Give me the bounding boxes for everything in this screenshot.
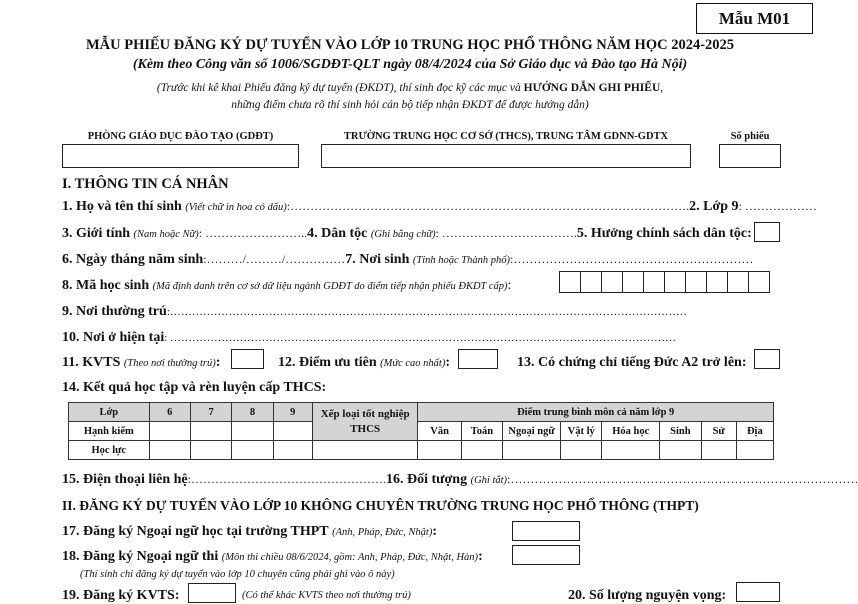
field-20-input[interactable] [736,582,780,602]
id-digit-box[interactable] [706,271,728,293]
field-12-colon: : [445,355,451,370]
field-18-label: 18. Đăng ký Ngoại ngữ thi [62,549,219,564]
id-digit-box[interactable] [748,271,770,293]
table-cell[interactable] [149,422,190,441]
section-2-heading: II. ĐĂNG KÝ DỰ TUYỂN VÀO LỚP 10 KHÔNG CHUYÊN TRƯỜNG TRUNG HỌC PHỔ THÔNG (THPT) [62,498,699,513]
instruction-line-2: những điểm chưa rõ thí sinh hỏi cán bộ tiếp nhận ĐKDT để được hướng dẫn) [231,99,589,111]
field-19-note: (Có thể khác KVTS theo nơi thường trú) [242,590,411,601]
so-phieu-label: Số phiếu [730,131,770,142]
field-3-note: (Nam hoặc Nữ) [133,229,199,240]
page-subtitle: (Kèm theo Công văn số 1006/SGDĐT-QLT ngày 08/4/2024 của Sở Giáo dục và Đào tạo Hà Nội) [132,57,688,72]
subject-header: Địa [736,422,773,441]
field-17-input[interactable] [512,521,580,541]
field-8-colon: : [507,278,512,293]
field-4-input[interactable]: : ……………………………. [435,226,577,240]
col-header-lop: Lớp [69,403,150,422]
id-digit-box[interactable] [643,271,665,293]
subject-header: Ngoại ngữ [503,422,561,441]
section-1-heading: I. THÔNG TIN CÁ NHÂN [62,176,229,192]
table-cell[interactable] [701,441,736,460]
table-cell[interactable] [232,422,273,441]
field-13-input[interactable] [754,349,780,369]
field-15-input[interactable]: :…………………………………………. [187,472,386,486]
field-1-input[interactable]: :………………………………………………………………………………………. [286,199,690,213]
table-cell[interactable] [190,422,231,441]
student-id-grid[interactable] [559,271,770,293]
page-title: MẪU PHIẾU ĐĂNG KÝ DỰ TUYỂN VÀO LỚP 10 TRUNG HỌC PHỔ THÔNG NĂM HỌC 2024-2025 [85,37,735,53]
field-11-note: (Theo nơi thường trú) [123,358,216,369]
field-5-label: 5. Hưởng chính sách dân tộc [576,226,748,241]
field-7-label: 7. Nơi sinh [345,252,410,267]
table-cell[interactable] [273,441,312,460]
field-19-row [62,588,179,604]
field-10-input[interactable]: : ………………………………………………………………………………………………………………………… [164,332,677,344]
row-label-hoc-luc: Học lực [69,441,150,460]
field-19-colon: : [174,588,180,603]
field-20-row [568,588,726,604]
field-20-label: 20. Số lượng nguyện vọng [568,588,722,603]
table-cell[interactable] [418,441,461,460]
table-cell[interactable] [660,441,701,460]
school-label: TRƯỜNG TRUNG HỌC CƠ SỞ (THCS), TRUNG TÂM GDNN-GDTX [343,131,669,142]
id-digit-box[interactable] [727,271,749,293]
field-14-label: 14. Kết quả học tập và rèn luyện cấp THCS: [62,380,327,395]
so-phieu-input[interactable] [719,144,781,168]
field-3-row [62,226,752,242]
field-1-note: (Viết chữ in hoa có dấu) [185,202,287,213]
id-digit-box[interactable] [580,271,602,293]
field-2-input[interactable]: : ……………… [738,199,817,213]
field-10-label: 10. Nơi ở hiện tại [62,330,165,345]
field-13-label: 13. Có chứng chỉ tiếng Đức A2 trở lên [517,355,742,370]
field-11-label-group [62,355,220,371]
subject-header: Sử [701,422,736,441]
col-header-grade: 9 [273,403,312,422]
field-4-label: 4. Dân tộc [307,226,368,241]
instruction-line-1 [0,82,820,94]
id-digit-box[interactable] [685,271,707,293]
field-17-colon: : [432,524,437,539]
field-6-row [62,252,753,268]
field-18-subnote: (Thí sinh chỉ đăng ký dự tuyển vào lớp 10 chuyên cũng phải ghi vào ô này) [80,569,395,580]
instruction-text: (Trước khi kê khai Phiếu đăng ký dự tuyển (ĐKDT), thí sinh đọc kỹ các mục và [156,82,524,94]
field-18-input[interactable] [512,545,580,565]
table-cell[interactable] [736,441,773,460]
field-9-label: 9. Nơi thường trú [62,304,167,319]
field-7-note: (Tỉnh hoặc Thành phố) [412,255,511,266]
field-12-input[interactable] [458,349,498,369]
field-8-label: 8. Mã học sinh [62,278,150,293]
field-6-input[interactable]: :………/………/…………… [203,252,346,266]
field-16-input[interactable]: :…………………………………………………………………………… [507,472,858,486]
id-digit-box[interactable] [622,271,644,293]
field-8-note: (Mã định danh trên cơ sở dữ liệu ngành GDĐT do điểm tiếp nhận phiếu ĐKDT cấp) [152,281,508,292]
pgd-input[interactable] [62,144,299,168]
field-8-row [62,278,511,294]
pgd-label: PHÒNG GIÁO DỤC ĐÀO TẠO (GDĐT) [87,131,274,142]
subject-header: Sinh [660,422,701,441]
field-5-checkbox[interactable] [754,222,780,242]
field-15-label: 15. Điện thoại liên hệ [62,472,188,487]
field-17-note: (Anh, Pháp, Đức, Nhật) [332,527,433,538]
field-1-row [62,199,817,215]
field-20-colon: : [721,588,727,603]
id-digit-box[interactable] [664,271,686,293]
field-1-label: 1. Họ và tên thí sinh [62,199,182,214]
field-19-input[interactable] [188,583,236,603]
field-17-row [62,524,437,540]
field-9-row [62,304,687,320]
table-cell[interactable] [190,441,231,460]
academic-results-table [68,402,774,460]
field-10-row [62,330,676,346]
field-6-label: 6. Ngày tháng năm sinh [62,252,204,267]
form-code-badge: Mẫu M01 [696,3,813,34]
field-17-label: 17. Đăng ký Ngoại ngữ học tại trường THPT [62,524,329,539]
field-18-colon: : [478,549,483,564]
field-2-label: 2. Lớp 9 [689,199,739,214]
field-3-input[interactable]: : …………………….. [198,226,308,240]
id-digit-box[interactable] [559,271,581,293]
field-12-label: 12. Điểm ưu tiên [278,355,377,370]
table-cell[interactable] [149,441,190,460]
field-3-label: 3. Giới tính [62,226,131,241]
field-18-row [62,549,483,565]
field-18-note: (Môn thi chiều 08/6/2024, gồm: Anh, Pháp, Đức, Nhật, Hàn) [221,552,479,563]
col-header-diem-tb: Điểm trung bình môn cả năm lớp 9 [418,403,774,422]
field-19-label: 19. Đăng ký KVTS [62,588,175,603]
subject-header: Văn [418,422,461,441]
col-header-grade: 7 [190,403,231,422]
field-13-colon: : [741,355,747,370]
id-digit-box[interactable] [601,271,623,293]
field-5-colon: : [747,226,752,241]
field-7-input[interactable]: :…………………………………………………… [510,252,754,266]
table-cell[interactable] [273,422,312,441]
col-header-grade: 8 [232,403,273,422]
table-cell[interactable] [602,441,660,460]
field-12-note: (Mức cao nhất) [380,358,446,369]
field-13-label-group [517,355,747,371]
field-12-label-group [278,355,450,371]
table-cell[interactable] [232,441,273,460]
instruction-end: , [660,82,664,94]
subject-header: Toán [461,422,502,441]
subject-header: Hóa học [602,422,660,441]
field-11-label: 11. KVTS [62,355,121,370]
field-11-input[interactable] [231,349,264,369]
field-4-note: (Ghi bằng chữ) [370,229,436,240]
school-input[interactable] [321,144,691,168]
field-15-row [62,472,858,488]
field-16-label: 16. Đối tượng [385,472,468,487]
field-11-colon: : [215,355,221,370]
table-cell[interactable] [461,441,502,460]
field-16-note: (Ghi tắt) [470,475,508,486]
table-cell[interactable] [312,441,417,460]
subject-header: Vật lý [561,422,602,441]
instruction-emphasis: HƯỚNG DẪN GHI PHIẾU [523,82,661,94]
field-9-input[interactable]: :…………………………………………………………………………………………………………………………… [166,306,687,318]
col-header-xep-loai: Xếp loại tốt nghiệp THCS [312,403,417,441]
row-label-hanh-kiem: Hạnh kiểm [69,422,150,441]
table-cell[interactable] [503,441,561,460]
col-header-grade: 6 [149,403,190,422]
table-cell[interactable] [561,441,602,460]
